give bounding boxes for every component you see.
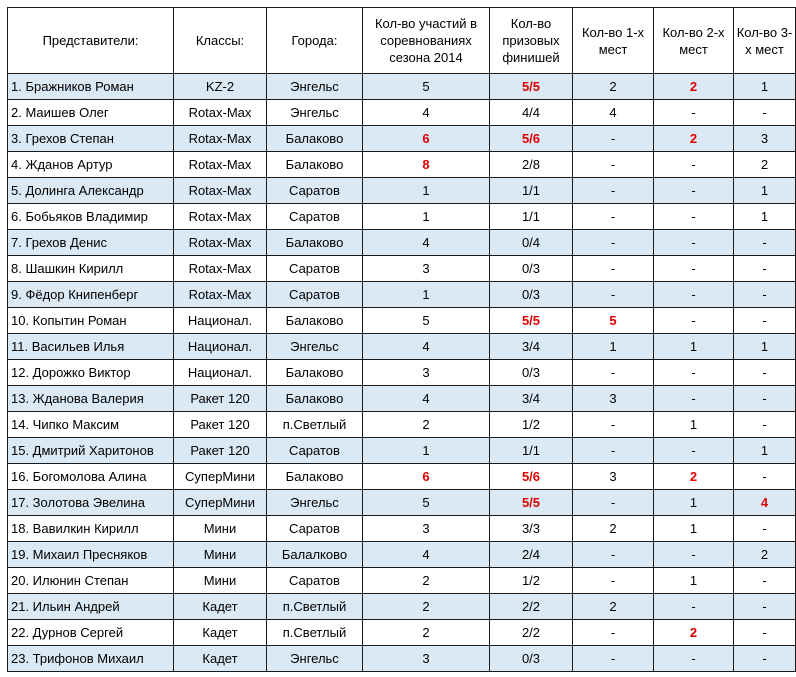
prize-finishes-cell: 2/8 xyxy=(490,152,573,178)
third-places-cell: - xyxy=(734,360,796,386)
table-row xyxy=(8,282,796,308)
participations-cell: 2 xyxy=(363,412,490,438)
second-places-cell: - xyxy=(654,204,734,230)
second-places-cell: - xyxy=(654,282,734,308)
participations-cell: 8 xyxy=(363,152,490,178)
name-cell: 17. Золотова Эвелина xyxy=(8,490,174,516)
prize-finishes-cell: 0/3 xyxy=(490,256,573,282)
class-cell: СуперМини xyxy=(174,464,267,490)
name-cell: 10. Копытин Роман xyxy=(8,308,174,334)
table-row xyxy=(8,178,796,204)
participations-cell: 1 xyxy=(363,204,490,230)
first-places-cell: 2 xyxy=(573,74,654,100)
third-places-cell: - xyxy=(734,568,796,594)
second-places-cell: - xyxy=(654,152,734,178)
city-cell: Энгельс xyxy=(267,100,363,126)
name-cell: 15. Дмитрий Харитонов xyxy=(8,438,174,464)
city-cell: Энгельс xyxy=(267,74,363,100)
name-cell: 20. Илюнин Степан xyxy=(8,568,174,594)
city-cell: Саратов xyxy=(267,438,363,464)
participations-cell: 1 xyxy=(363,282,490,308)
first-places-cell: 3 xyxy=(573,464,654,490)
class-cell: Кадет xyxy=(174,620,267,646)
table-row xyxy=(8,204,796,230)
participations-cell: 5 xyxy=(363,490,490,516)
table-row xyxy=(8,464,796,490)
first-places-cell: - xyxy=(573,126,654,152)
prize-finishes-cell: 5/5 xyxy=(490,490,573,516)
table-row xyxy=(8,126,796,152)
prize-finishes-cell: 5/6 xyxy=(490,464,573,490)
participations-cell: 4 xyxy=(363,542,490,568)
table-row xyxy=(8,568,796,594)
third-places-cell: - xyxy=(734,594,796,620)
name-cell: 1. Бражников Роман xyxy=(8,74,174,100)
first-places-cell: - xyxy=(573,152,654,178)
prize-finishes-cell: 2/2 xyxy=(490,594,573,620)
prize-finishes-cell: 2/2 xyxy=(490,620,573,646)
header-first-places: Кол-во 1-х мест xyxy=(573,8,654,74)
third-places-cell: 4 xyxy=(734,490,796,516)
city-cell: п.Светлый xyxy=(267,620,363,646)
name-cell: 11. Васильев Илья xyxy=(8,334,174,360)
participations-cell: 6 xyxy=(363,126,490,152)
name-cell: 19. Михаил Пресняков xyxy=(8,542,174,568)
first-places-cell: 3 xyxy=(573,386,654,412)
second-places-cell: 1 xyxy=(654,412,734,438)
prize-finishes-cell: 0/4 xyxy=(490,230,573,256)
table-row xyxy=(8,100,796,126)
prize-finishes-cell: 1/1 xyxy=(490,438,573,464)
name-cell: 4. Жданов Артур xyxy=(8,152,174,178)
city-cell: Саратов xyxy=(267,178,363,204)
second-places-cell: - xyxy=(654,308,734,334)
second-places-cell: - xyxy=(654,386,734,412)
third-places-cell: - xyxy=(734,386,796,412)
participations-cell: 6 xyxy=(363,464,490,490)
class-cell: Ракет 120 xyxy=(174,412,267,438)
prize-finishes-cell: 0/3 xyxy=(490,646,573,672)
participations-cell: 4 xyxy=(363,334,490,360)
participations-cell: 4 xyxy=(363,386,490,412)
first-places-cell: - xyxy=(573,412,654,438)
class-cell: Rotax-Max xyxy=(174,282,267,308)
third-places-cell: - xyxy=(734,464,796,490)
first-places-cell: - xyxy=(573,178,654,204)
city-cell: Саратов xyxy=(267,256,363,282)
header-third-places: Кол-во 3-х мест xyxy=(734,8,796,74)
table-row xyxy=(8,152,796,178)
class-cell: СуперМини xyxy=(174,490,267,516)
second-places-cell: 1 xyxy=(654,490,734,516)
header-participations: Кол-во участий в соревнованиях сезона 2014 xyxy=(363,8,490,74)
second-places-cell: - xyxy=(654,438,734,464)
second-places-cell: - xyxy=(654,100,734,126)
class-cell: Мини xyxy=(174,568,267,594)
second-places-cell: - xyxy=(654,594,734,620)
first-places-cell: 5 xyxy=(573,308,654,334)
city-cell: Саратов xyxy=(267,204,363,230)
third-places-cell: - xyxy=(734,646,796,672)
third-places-cell: 1 xyxy=(734,438,796,464)
table-row xyxy=(8,516,796,542)
class-cell: KZ-2 xyxy=(174,74,267,100)
first-places-cell: 4 xyxy=(573,100,654,126)
participations-cell: 2 xyxy=(363,568,490,594)
first-places-cell: - xyxy=(573,438,654,464)
class-cell: Rotax-Max xyxy=(174,178,267,204)
name-cell: 21. Ильин Андрей xyxy=(8,594,174,620)
name-cell: 3. Грехов Степан xyxy=(8,126,174,152)
prize-finishes-cell: 1/1 xyxy=(490,204,573,230)
participations-cell: 2 xyxy=(363,594,490,620)
second-places-cell: - xyxy=(654,178,734,204)
name-cell: 13. Жданова Валерия xyxy=(8,386,174,412)
name-cell: 6. Бобьяков Владимир xyxy=(8,204,174,230)
city-cell: Энгельс xyxy=(267,334,363,360)
second-places-cell: 1 xyxy=(654,516,734,542)
class-cell: Мини xyxy=(174,542,267,568)
city-cell: п.Светлый xyxy=(267,412,363,438)
third-places-cell: 1 xyxy=(734,178,796,204)
city-cell: Балаково xyxy=(267,360,363,386)
city-cell: Балаково xyxy=(267,152,363,178)
third-places-cell: 2 xyxy=(734,152,796,178)
name-cell: 23. Трифонов Михаил xyxy=(8,646,174,672)
class-cell: Мини xyxy=(174,516,267,542)
city-cell: Балаково xyxy=(267,230,363,256)
third-places-cell: - xyxy=(734,412,796,438)
third-places-cell: - xyxy=(734,230,796,256)
table-row xyxy=(8,230,796,256)
class-cell: Rotax-Max xyxy=(174,230,267,256)
city-cell: Саратов xyxy=(267,282,363,308)
table-row xyxy=(8,594,796,620)
table-row xyxy=(8,360,796,386)
header-prize-finishes: Кол-во призовых финишей xyxy=(490,8,573,74)
name-cell: 12. Дорожко Виктор xyxy=(8,360,174,386)
first-places-cell: - xyxy=(573,230,654,256)
second-places-cell: - xyxy=(654,256,734,282)
city-cell: Балаково xyxy=(267,464,363,490)
second-places-cell: 2 xyxy=(654,620,734,646)
name-cell: 2. Маишев Олег xyxy=(8,100,174,126)
table-row xyxy=(8,646,796,672)
first-places-cell: - xyxy=(573,282,654,308)
third-places-cell: - xyxy=(734,100,796,126)
class-cell: Rotax-Max xyxy=(174,152,267,178)
second-places-cell: 1 xyxy=(654,334,734,360)
class-cell: Кадет xyxy=(174,646,267,672)
table-row xyxy=(8,386,796,412)
third-places-cell: 1 xyxy=(734,204,796,230)
prize-finishes-cell: 2/4 xyxy=(490,542,573,568)
third-places-cell: - xyxy=(734,256,796,282)
class-cell: Rotax-Max xyxy=(174,256,267,282)
city-cell: Энгельс xyxy=(267,646,363,672)
second-places-cell: 2 xyxy=(654,126,734,152)
class-cell: Ракет 120 xyxy=(174,438,267,464)
class-cell: Rotax-Max xyxy=(174,204,267,230)
participations-cell: 1 xyxy=(363,178,490,204)
second-places-cell: - xyxy=(654,360,734,386)
city-cell: п.Светлый xyxy=(267,594,363,620)
prize-finishes-cell: 1/1 xyxy=(490,178,573,204)
participations-cell: 3 xyxy=(363,360,490,386)
first-places-cell: 2 xyxy=(573,516,654,542)
class-cell: Ракет 120 xyxy=(174,386,267,412)
second-places-cell: - xyxy=(654,646,734,672)
first-places-cell: - xyxy=(573,204,654,230)
table-row xyxy=(8,74,796,100)
third-places-cell: 1 xyxy=(734,74,796,100)
first-places-cell: 1 xyxy=(573,334,654,360)
third-places-cell: - xyxy=(734,620,796,646)
participations-cell: 4 xyxy=(363,230,490,256)
results-table xyxy=(7,7,796,672)
class-cell: Rotax-Max xyxy=(174,100,267,126)
third-places-cell: 2 xyxy=(734,542,796,568)
prize-finishes-cell: 3/4 xyxy=(490,386,573,412)
first-places-cell: 2 xyxy=(573,594,654,620)
third-places-cell: - xyxy=(734,308,796,334)
header-row xyxy=(8,8,796,74)
first-places-cell: - xyxy=(573,256,654,282)
first-places-cell: - xyxy=(573,490,654,516)
third-places-cell: - xyxy=(734,516,796,542)
city-cell: Балаково xyxy=(267,386,363,412)
prize-finishes-cell: 5/5 xyxy=(490,308,573,334)
city-cell: Балаково xyxy=(267,308,363,334)
name-cell: 22. Дурнов Сергей xyxy=(8,620,174,646)
city-cell: Балалково xyxy=(267,542,363,568)
prize-finishes-cell: 3/4 xyxy=(490,334,573,360)
header-cities: Города: xyxy=(267,8,363,74)
participations-cell: 5 xyxy=(363,74,490,100)
header-second-places: Кол-во 2-х мест xyxy=(654,8,734,74)
first-places-cell: - xyxy=(573,360,654,386)
name-cell: 5. Долинга Александр xyxy=(8,178,174,204)
second-places-cell: - xyxy=(654,230,734,256)
first-places-cell: - xyxy=(573,620,654,646)
name-cell: 8. Шашкин Кирилл xyxy=(8,256,174,282)
prize-finishes-cell: 5/6 xyxy=(490,126,573,152)
name-cell: 9. Фёдор Книпенберг xyxy=(8,282,174,308)
table-row xyxy=(8,256,796,282)
third-places-cell: 3 xyxy=(734,126,796,152)
table-row xyxy=(8,438,796,464)
second-places-cell: 1 xyxy=(654,568,734,594)
prize-finishes-cell: 0/3 xyxy=(490,360,573,386)
prize-finishes-cell: 0/3 xyxy=(490,282,573,308)
class-cell: Rotax-Max xyxy=(174,126,267,152)
table-row xyxy=(8,308,796,334)
third-places-cell: - xyxy=(734,282,796,308)
header-representatives: Представители: xyxy=(8,8,174,74)
name-cell: 18. Вавилкин Кирилл xyxy=(8,516,174,542)
table-row xyxy=(8,412,796,438)
participations-cell: 3 xyxy=(363,646,490,672)
name-cell: 7. Грехов Денис xyxy=(8,230,174,256)
participations-cell: 3 xyxy=(363,516,490,542)
third-places-cell: 1 xyxy=(734,334,796,360)
table-row xyxy=(8,334,796,360)
first-places-cell: - xyxy=(573,542,654,568)
participations-cell: 3 xyxy=(363,256,490,282)
name-cell: 14. Чипко Максим xyxy=(8,412,174,438)
participations-cell: 2 xyxy=(363,620,490,646)
first-places-cell: - xyxy=(573,646,654,672)
prize-finishes-cell: 5/5 xyxy=(490,74,573,100)
participations-cell: 5 xyxy=(363,308,490,334)
class-cell: Национал. xyxy=(174,360,267,386)
class-cell: Кадет xyxy=(174,594,267,620)
participations-cell: 4 xyxy=(363,100,490,126)
class-cell: Национал. xyxy=(174,308,267,334)
prize-finishes-cell: 1/2 xyxy=(490,412,573,438)
table-row xyxy=(8,542,796,568)
first-places-cell: - xyxy=(573,568,654,594)
second-places-cell: 2 xyxy=(654,74,734,100)
city-cell: Энгельс xyxy=(267,490,363,516)
city-cell: Саратов xyxy=(267,516,363,542)
prize-finishes-cell: 3/3 xyxy=(490,516,573,542)
table-row xyxy=(8,490,796,516)
city-cell: Балаково xyxy=(267,126,363,152)
header-classes: Классы: xyxy=(174,8,267,74)
table-row xyxy=(8,620,796,646)
participations-cell: 1 xyxy=(363,438,490,464)
city-cell: Саратов xyxy=(267,568,363,594)
prize-finishes-cell: 1/2 xyxy=(490,568,573,594)
class-cell: Национал. xyxy=(174,334,267,360)
second-places-cell: 2 xyxy=(654,464,734,490)
prize-finishes-cell: 4/4 xyxy=(490,100,573,126)
second-places-cell: - xyxy=(654,542,734,568)
name-cell: 16. Богомолова Алина xyxy=(8,464,174,490)
